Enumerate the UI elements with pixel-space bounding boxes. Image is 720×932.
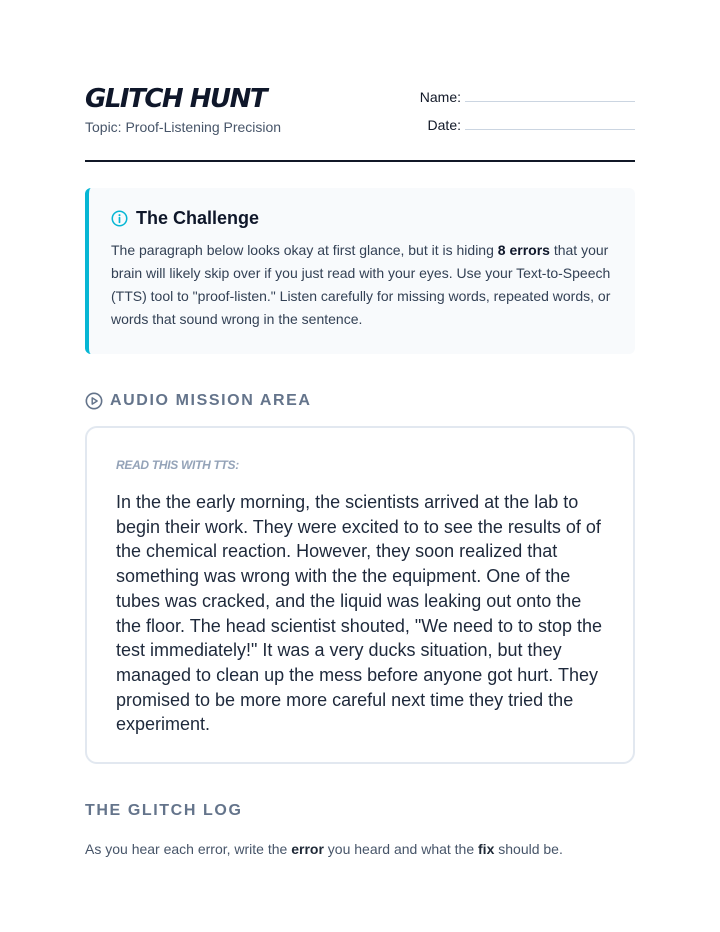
name-label: Name: [419, 89, 461, 105]
glitch-log-heading: THE GLITCH LOG [85, 802, 243, 819]
worksheet-topic: Topic: Proof-Listening Precision [85, 119, 282, 135]
worksheet-header [85, 84, 635, 162]
worksheet-title: GLITCH HUNT [85, 84, 267, 114]
error-count: 8 errors [497, 242, 550, 258]
challenge-text: The paragraph below looks okay at first glance, but it is hiding 8 errors that your brain will likely skip over if you just read with your eyes. Use your Text-to-Speech (TTS) tool to "proof-listen." Listen carefully for missing words, repeated words, or words that sound wrong in the sentence. [111, 242, 611, 327]
audio-mission-heading-text: AUDIO MISSION AREA [110, 392, 312, 409]
glitch-log-instructions: As you hear each error, write the error you heard and what the fix should be. [85, 841, 563, 857]
audio-passage-box [85, 426, 635, 764]
challenge-box [85, 188, 635, 354]
date-field[interactable] [415, 114, 635, 134]
challenge-heading [111, 208, 615, 229]
date-label: Date: [427, 117, 461, 133]
passage-text: In the the early morning, the scientists arrived at the lab to begin their work. They were excited to to see the results of of the chemical reaction. However, they soon realized that something was wrong with the the equipment. One of the tubes was cracked, and the liquid was leaking out onto the the floor. The head scientist shouted, "We need to to stop the test immediately!" It was a very ducks situation, but they managed to clean up the mess before anyone got hurt. They promised to be more more careful next time they tried the experiment. [116, 492, 603, 735]
name-line[interactable] [465, 101, 635, 102]
audio-mission-heading [85, 392, 312, 410]
date-line[interactable] [465, 129, 635, 130]
challenge-heading-text: The Challenge [136, 208, 260, 228]
info-icon [111, 210, 128, 227]
play-circle-icon [85, 392, 103, 410]
read-with-tts-label: READ THIS WITH TTS: [116, 458, 239, 472]
name-field[interactable] [415, 86, 635, 106]
